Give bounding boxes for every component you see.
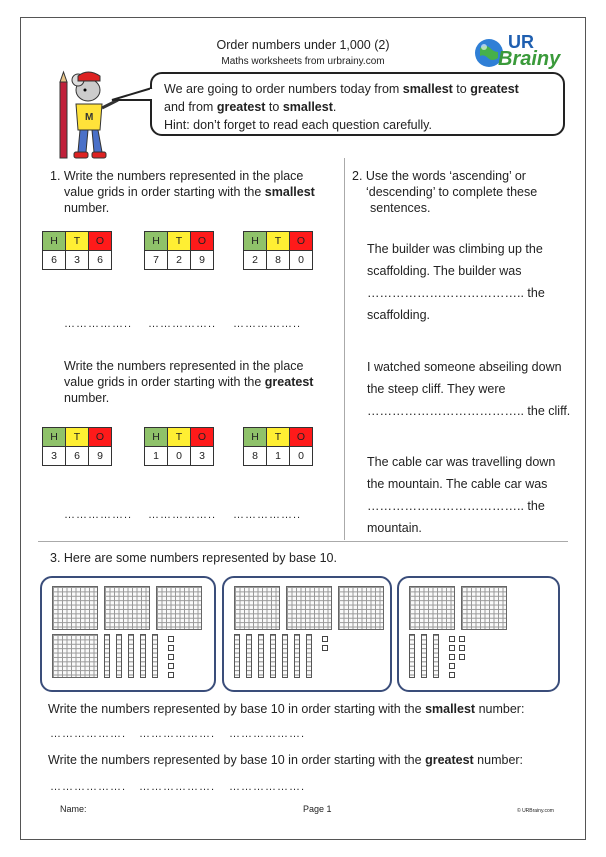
hundreds-flat — [461, 586, 507, 630]
hundreds-flat — [156, 586, 202, 630]
grid-digit: 0 — [290, 447, 313, 466]
ones-cube — [459, 636, 465, 642]
ones-cube — [168, 663, 174, 669]
place-value-grid — [42, 427, 112, 466]
hundreds-flat — [338, 586, 384, 630]
hundreds-flat — [52, 586, 98, 630]
q1-second-instructions: Write the numbers represented in the place value grids in order starting with the greatest number. — [64, 359, 314, 405]
tens-rod — [270, 634, 276, 678]
grid-digit: 3 — [66, 251, 89, 270]
grid-header-h: H — [145, 232, 168, 251]
speech-hint: Hint: don’t forget to read each question carefully. — [164, 118, 432, 132]
answer-blank: ………………. — [229, 781, 306, 793]
grid-header-h: H — [244, 428, 267, 447]
grid-header-t: T — [267, 232, 290, 251]
grid-header-o: O — [290, 428, 313, 447]
ones-cube — [322, 645, 328, 651]
grid-digit: 9 — [89, 447, 112, 466]
grid-header-o: O — [191, 428, 214, 447]
q2-instructions: 2. Use the words ‘ascending’ or ‘descending’ to complete these sentences. — [352, 169, 538, 215]
speech-line-1: We are going to order numbers today from smallest to greatest — [164, 82, 519, 96]
ones-cube — [322, 636, 328, 642]
tens-rod — [104, 634, 110, 678]
tens-rod — [294, 634, 300, 678]
logo-text-brainy: Brainy — [498, 48, 561, 70]
ones-cube — [449, 645, 455, 651]
tens-rod — [152, 634, 158, 678]
answer-blank: …………….. — [64, 509, 133, 521]
place-value-grid — [42, 231, 112, 270]
speech-bubble-tail — [108, 86, 154, 106]
speech-line-2: and from greatest to smallest. — [164, 100, 337, 114]
grid-header-t: T — [66, 232, 89, 251]
answer-blank: …………….. — [233, 318, 302, 330]
grid-header-h: H — [43, 232, 66, 251]
answer-blank: ………………. — [139, 728, 216, 740]
section-divider — [38, 541, 568, 542]
ones-cube — [168, 645, 174, 651]
q3-instructions: 3. Here are some numbers represented by base 10. — [50, 551, 337, 565]
grid-digit: 1 — [145, 447, 168, 466]
hundreds-flat — [286, 586, 332, 630]
q2-sentence-1: The builder was climbing up the scaffolding. The builder was ……………………………….. the scaffolding. — [367, 242, 545, 322]
urbrainy-logo — [470, 32, 560, 72]
logo-text-ur: UR — [508, 32, 534, 52]
grid-digit: 2 — [244, 251, 267, 270]
grid-digit: 0 — [168, 447, 191, 466]
ones-cube — [168, 672, 174, 678]
mouse-mascot-illustration — [52, 68, 124, 164]
ones-cube — [459, 654, 465, 660]
grid-header-t: T — [168, 428, 191, 447]
tens-rod — [433, 634, 439, 678]
place-value-grid — [243, 427, 313, 466]
grid-digit: 8 — [244, 447, 267, 466]
q3-prompt-greatest: Write the numbers represented by base 10 in order starting with the greatest number: — [48, 753, 524, 767]
grid-header-h: H — [244, 232, 267, 251]
answer-blank: …………….. — [233, 509, 302, 521]
svg-text:M: M — [85, 112, 94, 123]
q2-sentence-2: I watched someone abseiling down the steep cliff. They were ……………………………….. the cliff. — [367, 360, 571, 418]
grid-digit: 8 — [267, 251, 290, 270]
hundreds-flat — [104, 586, 150, 630]
grid-digit: 7 — [145, 251, 168, 270]
answer-blank: ………………. — [50, 781, 127, 793]
column-divider — [344, 158, 345, 540]
ones-cube — [168, 654, 174, 660]
tens-rod — [306, 634, 312, 678]
grid-digit: 3 — [191, 447, 214, 466]
answer-blank: …………….. — [148, 318, 217, 330]
grid-header-o: O — [89, 232, 112, 251]
hundreds-flat — [234, 586, 280, 630]
answer-blank: ………………. — [139, 781, 216, 793]
speech-bubble — [150, 72, 565, 136]
grid-digit: 3 — [43, 447, 66, 466]
ones-cube — [449, 636, 455, 642]
place-value-grid — [243, 231, 313, 270]
answer-blank: ………………. — [229, 728, 306, 740]
tens-rod — [140, 634, 146, 678]
answer-blank: …………….. — [148, 509, 217, 521]
grid-digit: 6 — [89, 251, 112, 270]
grid-header-t: T — [267, 428, 290, 447]
grid-header-o: O — [290, 232, 313, 251]
grid-header-t: T — [66, 428, 89, 447]
q2-sentence-3: The cable car was travelling down the mountain. The cable car was ……………………………….. the mountain. — [367, 455, 556, 535]
page-title: Order numbers under 1,000 (2) — [216, 38, 390, 52]
grid-header-h: H — [43, 428, 66, 447]
hundreds-flat — [409, 586, 455, 630]
grid-digit: 6 — [66, 447, 89, 466]
grid-header-t: T — [168, 232, 191, 251]
q3-prompt-smallest: Write the numbers represented by base 10 in order starting with the smallest number: — [48, 702, 525, 716]
grid-header-o: O — [191, 232, 214, 251]
tens-rod — [258, 634, 264, 678]
grid-digit: 9 — [191, 251, 214, 270]
ones-cube — [449, 672, 455, 678]
grid-header-o: O — [89, 428, 112, 447]
q1-instructions: 1. Write the numbers represented in the place value grids in order starting with the smallest number. — [50, 169, 315, 215]
ones-cube — [449, 654, 455, 660]
ones-cube — [168, 636, 174, 642]
tens-rod — [246, 634, 252, 678]
tens-rod — [409, 634, 415, 678]
page-number: Page 1 — [303, 804, 332, 814]
grid-digit: 1 — [267, 447, 290, 466]
ones-cube — [459, 645, 465, 651]
page-subtitle: Maths worksheets from urbrainy.com — [221, 56, 385, 67]
grid-header-h: H — [145, 428, 168, 447]
answer-blank: …………….. — [64, 318, 133, 330]
tens-rod — [421, 634, 427, 678]
grid-digit: 0 — [290, 251, 313, 270]
answer-blank: ………………. — [50, 728, 127, 740]
grid-digit: 6 — [43, 251, 66, 270]
tens-rod — [234, 634, 240, 678]
place-value-grid — [144, 231, 214, 270]
place-value-grid — [144, 427, 214, 466]
copyright: © URBrainy.com — [517, 808, 554, 814]
tens-rod — [128, 634, 134, 678]
grid-digit: 2 — [168, 251, 191, 270]
tens-rod — [282, 634, 288, 678]
name-label: Name: — [60, 804, 87, 814]
hundreds-flat — [52, 634, 98, 678]
tens-rod — [116, 634, 122, 678]
ones-cube — [449, 663, 455, 669]
